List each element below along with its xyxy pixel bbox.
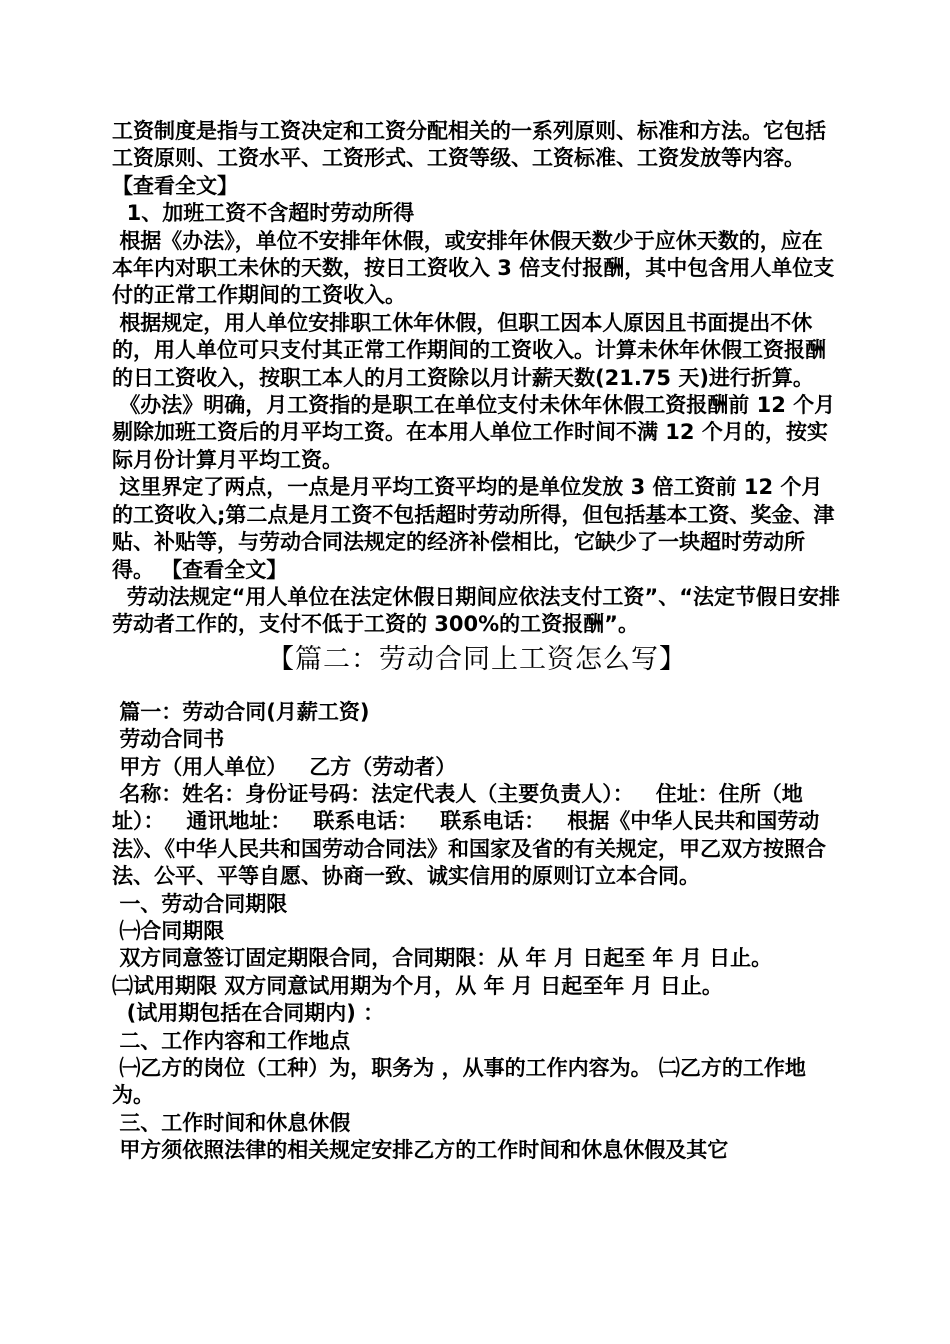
paragraph: 二、工作内容和工作地点 bbox=[112, 1028, 351, 1053]
paragraph: 甲方须依照法律的相关规定安排乙方的工作时间和休息休假及其它 bbox=[112, 1138, 729, 1163]
paragraph: 1、加班工资不含超时劳动所得 bbox=[112, 201, 415, 226]
paragraph: 这里界定了两点，一点是月平均工资平均的是单位发放 3 倍工资前 12 个月的工资收入;第二点是月工资不包括超时劳动所得，但包括基本工资、奖金、津贴、补贴等，与劳动合同法规定的经济补偿相比，它缺少了一块超时劳动所得。 【查看全文】 bbox=[112, 475, 835, 582]
paragraph: ㈠乙方的岗位（工种）为，职务为 ，从事的工作内容为。 ㈡乙方的工作地为。 bbox=[112, 1056, 806, 1108]
paragraph: 篇一：劳动合同(月薪工资) bbox=[112, 699, 370, 724]
paragraph: 三、工作时间和休息休假 bbox=[112, 1110, 351, 1135]
paragraph: 一、劳动合同期限 bbox=[112, 891, 288, 916]
paragraph: ㈠合同期限 bbox=[112, 918, 225, 943]
paragraph: 双方同意签订固定期限合同，合同期限：从 年 月 日起至 年 月 日止。 bbox=[112, 946, 773, 971]
paragraph: 工资制度是指与工资决定和工资分配相关的一系列原则、标准和方法。它包括工资原则、工资水平、工资形式、工资等级、工资标准、工资发放等内容。 【查看全文】 bbox=[112, 119, 826, 198]
paragraph: 劳动合同书 bbox=[112, 727, 225, 752]
paragraph: 甲方（用人单位） 乙方（劳动者） bbox=[112, 754, 457, 779]
paragraph: 《办法》明确，月工资指的是职工在单位支付未休年休假工资报酬前 12 个月剔除加班工资后的月平均工资。在本用人单位工作时间不满 12 个月的，按实际月份计算月平均工资。 bbox=[112, 393, 836, 472]
paragraph: (试用期包括在合同期内) ： bbox=[112, 1001, 385, 1026]
paragraph: 根据《办法》，单位不安排年休假，或安排年休假天数少于应休天数的，应在本年内对职工未休的天数，按日工资收入 3 倍支付报酬，其中包含用人单位支付的正常工作期间的工资收入。 bbox=[112, 228, 835, 308]
paragraph: ㈡试用期限 双方同意试用期为个月，从 年 月 日起至年 月 日止。 bbox=[112, 973, 723, 998]
document-page bbox=[112, 118, 842, 1165]
paragraph: 劳动法规定“用人单位在法定休假日期间应依法支付工资”、“法定节假日安排劳动者工作的，支付不低于工资的 300%的工资报酬”。 bbox=[112, 584, 841, 637]
paragraph: 根据规定，用人单位安排职工休年休假，但职工因本人原因且书面提出不休的，用人单位可只支付其正常工作期间的工资收入。计算未休年休假工资报酬的日工资收入，按职工本人的月工资除以月计薪天数(21.75 天)进行折算。 bbox=[112, 310, 826, 390]
section-heading: 【篇二：劳动合同上工资怎么写】 bbox=[267, 643, 687, 675]
paragraph: 名称：姓名：身份证号码：法定代表人（主要负责人）： 住址：住所（地址）： 通讯地址： 联系电话： 联系电话： 根据《中华人民共和国劳动法》、《中华人民共和国劳动合同法》和国家及省的有关规定，甲乙双方按照合法、公平、平等自愿、协商一致、诚实信用的原则订立本合同。 bbox=[112, 781, 826, 889]
